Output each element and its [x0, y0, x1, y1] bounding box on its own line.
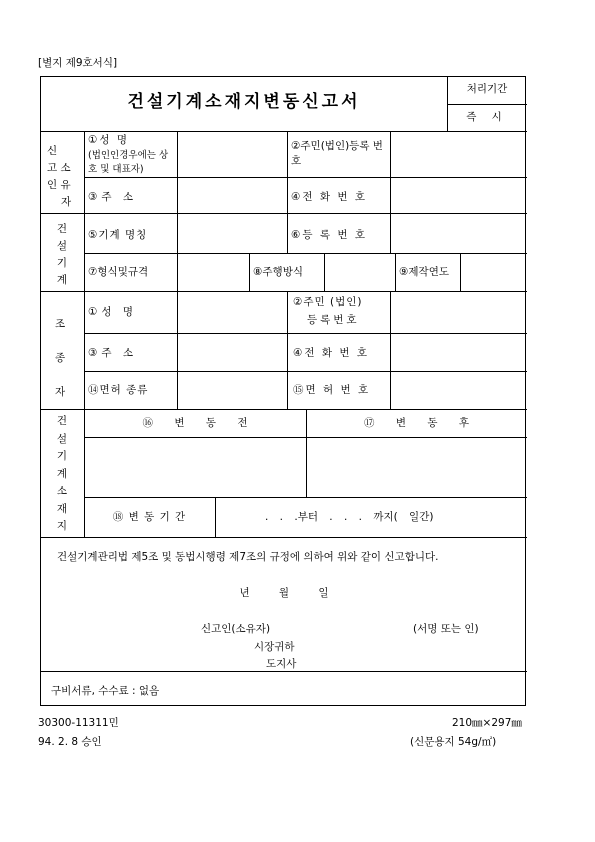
paper-size: 210㎜×297㎜: [452, 717, 522, 729]
required-documents: 구비서류, 수수료 : 없음: [51, 685, 160, 697]
owner-reg-label: ②주민(법인)등록 번 호: [291, 140, 383, 167]
after-change-label: ⑰ 변 동 후: [364, 417, 469, 429]
operator-name-label: ①성 명: [88, 306, 138, 318]
machine-drive-label: ⑧주행방식: [253, 266, 303, 278]
signature-label: (서명 또는 인): [413, 623, 479, 635]
operator-phone-label: ④전 화 번 호: [293, 347, 369, 359]
owner-address-label: ③주 소: [88, 191, 138, 203]
operator-reg-label-1: ②주민 (법인): [293, 296, 363, 308]
change-period-label: ⑱ 변 동 기 간: [112, 511, 187, 523]
owner-name-label: ①성 명: [88, 134, 130, 146]
license-number-label: ⑮면 허 번 호: [293, 384, 371, 396]
processing-period-label: 처리기간: [466, 83, 508, 95]
machine-year-label: ⑨제작연도: [399, 266, 449, 278]
change-section-label: 건 설 기 계 소 재 지: [56, 415, 68, 532]
declaration-text: 건설기계관리법 제5조 및 동법시행령 제7조의 규정에 의하여 위와 같이 신고합니다.: [57, 551, 439, 563]
machine-name-label: ⑤기계 명칭: [88, 229, 148, 241]
approval-date: 94. 2. 8 승인: [38, 736, 102, 748]
before-change-label: ⑯ 변 동 전: [142, 417, 248, 429]
recipient-mayor: 시장귀하: [254, 641, 295, 653]
reporter-label: 신고인(소유자): [201, 623, 271, 635]
owner-phone-label: ④전 화 번 호: [291, 191, 367, 203]
machine-model-label: ⑦형식및규격: [88, 266, 149, 278]
owner-name-note: (법인인경우에는 상호 및 대표자): [88, 150, 169, 175]
machine-reg-label: ⑥등 록 번 호: [291, 229, 367, 241]
paper-type: (신문용지 54g/㎡): [410, 736, 497, 748]
operator-section-label: 조 종 자: [55, 318, 66, 398]
report-form: [40, 76, 526, 706]
processing-period-value: 즉 시: [466, 111, 508, 123]
operator-address-label: ③주 소: [88, 347, 138, 359]
machine-section-label: 건 설 기 계: [56, 223, 68, 286]
license-type-label: ⑭면허 종류: [88, 384, 149, 396]
recipient-governor: 도지사: [266, 658, 297, 670]
form-code: 30300-11311민: [38, 717, 119, 729]
declaration-date: 년 월 일: [239, 587, 329, 599]
change-period-value: . . .부터 . . . 까지( 일간): [265, 511, 434, 523]
operator-reg-label-2: 등록번호: [307, 314, 360, 326]
form-reference: [별지 제9호서식]: [38, 57, 118, 69]
form-title: 건설기계소재지변동신고서: [127, 92, 361, 112]
owner-section-label: 신 고 소 인 유 자: [47, 145, 72, 208]
